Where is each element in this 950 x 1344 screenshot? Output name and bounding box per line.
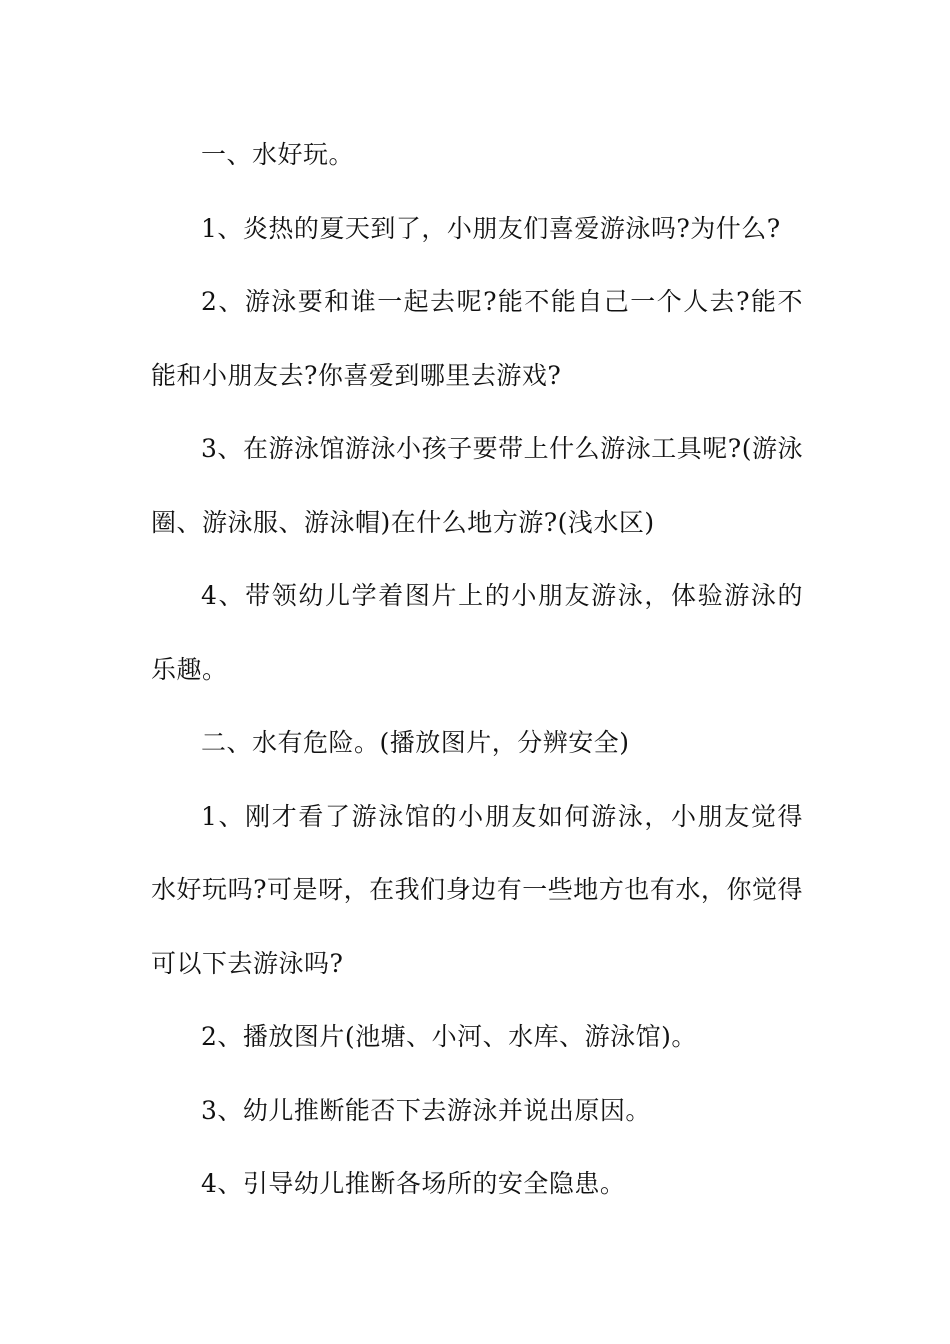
paragraph-4: 4、带领幼儿学着图片上的小朋友游泳，体验游泳的乐趣。 (151, 581, 803, 684)
paragraph-7: 3、幼儿推断能否下去游泳并说出原因。 (201, 1095, 651, 1125)
paragraph-8: 4、引导幼儿推断各场所的安全隐患。 (201, 1169, 626, 1198)
heading-water-fun: 一、水好玩。 (201, 140, 355, 169)
paragraph-1: 1、炎热的夏天到了，小朋友们喜爱游泳吗?为什么? (201, 213, 781, 243)
paragraph-6: 2、播放图片(池塘、小河、水库、游泳馆)。 (201, 1022, 697, 1051)
paragraph-5: 1、刚才看了游泳馆的小朋友如何游泳，小朋友觉得水好玩吗?可是呀，在我们身边有一些地方也有水，你觉得可以下去游泳吗? (151, 801, 803, 978)
heading-water-danger: 二、水有危险。(播放图片，分辨安全) (201, 728, 630, 757)
paragraph-3: 3、在游泳馆游泳小孩子要带上什么游泳工具呢?(游泳圈、游泳服、游泳帽)在什么地方游?(浅水区) (151, 434, 803, 537)
document-body (151, 118, 803, 1221)
paragraph-2: 2、游泳要和谁一起去呢?能不能自己一个人去?能不能和小朋友去?你喜爱到哪里去游戏? (151, 287, 803, 390)
